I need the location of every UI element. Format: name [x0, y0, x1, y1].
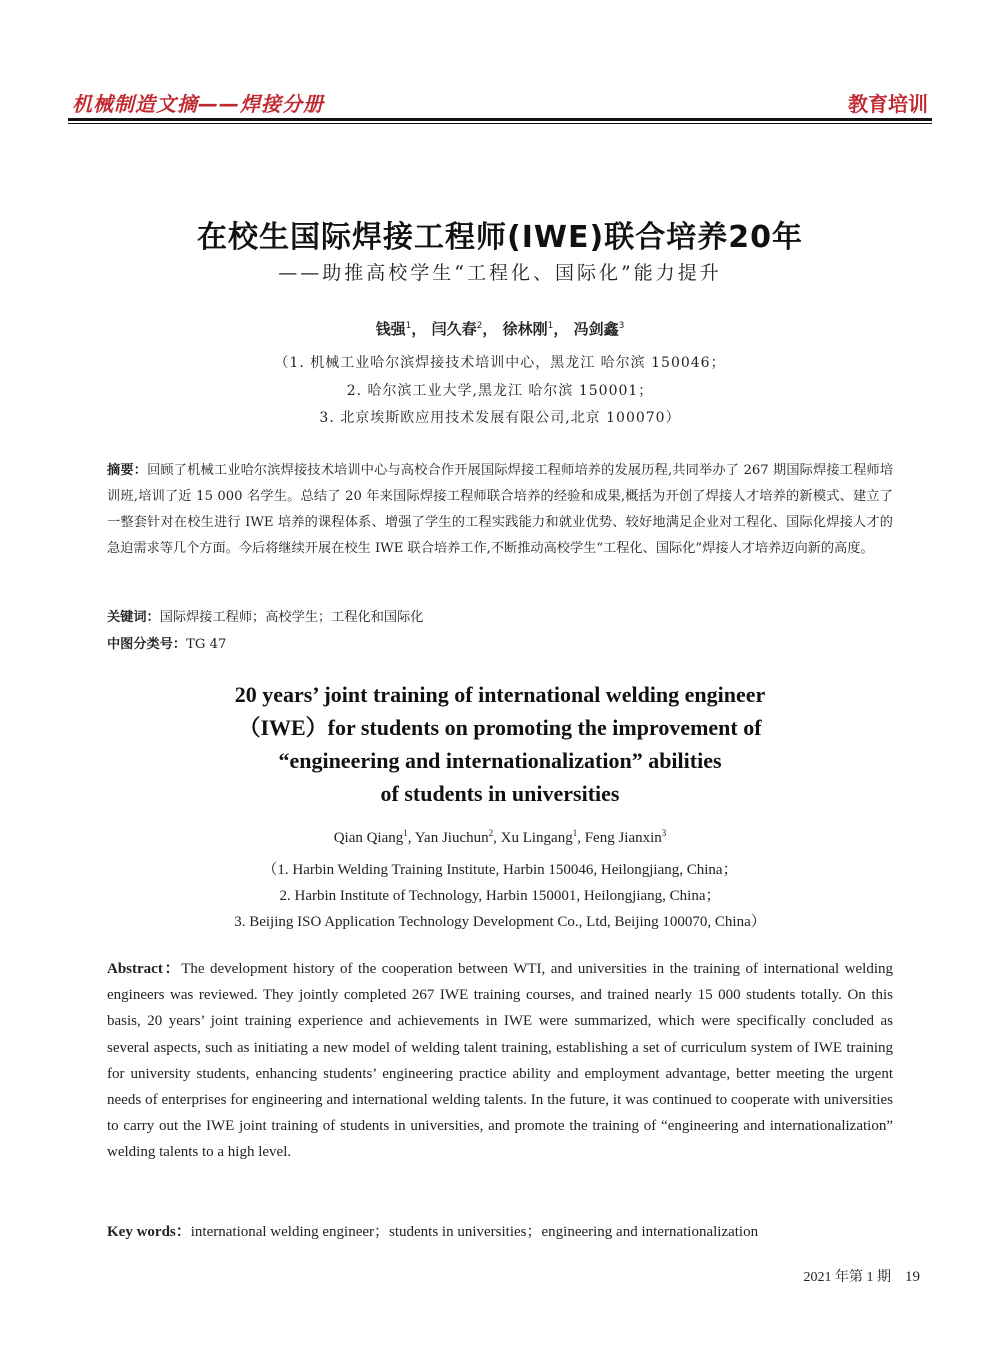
author-name: Yan Jiuchun [414, 830, 489, 846]
affiliation-en-1: （1. Harbin Welding Training Institute, Harbin 150046, Heilongjiang, China； [262, 862, 738, 878]
author-name: Xu Lingang [500, 830, 573, 846]
abstract-english [107, 956, 893, 1166]
title-en-line: 20 years’ joint training of international welding engineer [234, 682, 766, 707]
subtitle-chinese: ——助推高校学生“工程化、国际化”能力提升 [278, 262, 722, 284]
keywords-english [107, 1220, 758, 1241]
keywords-chinese [107, 606, 424, 625]
author-name: 闫久春 [431, 320, 477, 338]
author-name: Feng Jianxin [584, 830, 662, 846]
title-chinese: 在校生国际焊接工程师(IWE)联合培养20年 [197, 220, 803, 255]
author-sup: 3 [618, 321, 625, 331]
affiliation-en-3: 3. Beijing ISO Application Technology Development Co., Ltd, Beijing 100070, China） [234, 914, 766, 930]
author-name: 钱强 [375, 320, 406, 338]
authors-chinese [0, 318, 1000, 339]
author-sep: ， [553, 320, 569, 338]
author-sup: 1 [405, 321, 412, 331]
abstract-en-label: Abstract： [107, 961, 182, 977]
keywords-en-text: international welding engineer；students in universities；engineering and internationalization [190, 1224, 759, 1240]
keywords-cn-label: 关键词： [107, 610, 160, 625]
author-sup: 1 [547, 321, 554, 331]
section-name: 教育培训 [848, 92, 928, 116]
author-sup: 1 [572, 828, 578, 838]
abstract-cn-label: 摘要： [107, 463, 148, 478]
author-sup: 2 [476, 321, 483, 331]
affiliation-en-2: 2. Harbin Institute of Technology, Harbin 150001, Heilongjiang, China； [279, 888, 721, 904]
abstract-cn-text: 回顾了机械工业哈尔滨焊接技术培训中心与高校合作开展国际焊接工程师培养的发展历程,共同举办了 267 期国际焊接工程师培训班,培训了近 15 000 名学生。总结了 20 年来国际焊接工程师联合培养的经验和成果,概括为开创了焊接人才培养的新模式、建立了一整套针对在校生进行 IWE 培养的课程体系、增强了学生的工程实践能力和就业优势、较好地满足企业对工程化、国际化焊接人才的急迫需求等几个方面。今后将继续开展在校生 IWE 联合培养工作,不断推动高校学生“工程化、国际化”焊接人才培养迈向新的高度。 [107, 463, 894, 556]
title-en-line: （IWE）for students on promoting the improvement of [238, 715, 762, 740]
page-number: 19 [905, 1269, 920, 1285]
page-footer [804, 1266, 921, 1286]
author-sep: , [577, 830, 585, 846]
journal-name: 机械制造文摘——焊接分册 [72, 92, 324, 116]
author-name: 徐林刚 [502, 320, 548, 338]
clc-text: TG 47 [186, 637, 227, 652]
abstract-chinese [107, 458, 893, 562]
author-sep: , [407, 830, 415, 846]
title-english [0, 678, 1000, 810]
affiliation-cn-3: 3. 北京埃斯欧应用技术发展有限公司,北京 100070） [319, 410, 681, 426]
author-sep: ， [482, 320, 498, 338]
title-en-line: “engineering and internationalization” abilities [278, 748, 722, 773]
authors-english [0, 828, 1000, 847]
keywords-cn-text: 国际焊接工程师；高校学生；工程化和国际化 [159, 610, 424, 625]
author-name: 冯剑鑫 [573, 320, 619, 338]
abstract-en-text: The development history of the cooperation between WTI, and universities in the training of international welding engineers was reviewed. They jointly completed 267 IWE training courses, and trained nearly 15 000 students totally. On this basis, 20 years’ joint training experience and achievements in IWE were summarized, which were specifically concluded as several aspects, such as initiating a new model of welding talent training, establishing a set of curriculum system of IWE training for university students, enhancing students’ engineering practice ability and employment advantage, better meeting the urgent needs of enterprises for engineering and international welding talents. In the future, it was continued to cooperate with universities to carry out the IWE joint training of students in universities, and promote the training of “engineering and internationalization” welding talents to a high level. [107, 961, 893, 1161]
keywords-en-label: Key words： [107, 1224, 191, 1240]
clc-label: 中图分类号： [107, 637, 187, 652]
header-rule-thin [68, 123, 932, 124]
classification-number [107, 633, 226, 652]
author-sep: ， [411, 320, 427, 338]
header-rule [68, 118, 932, 121]
affiliation-cn-1: （1. 机械工业哈尔滨焊接技术培训中心，黑龙江 哈尔滨 150046； [274, 355, 726, 371]
affiliation-cn-2: 2. 哈尔滨工业大学,黑龙江 哈尔滨 150001； [346, 383, 654, 399]
issue-label: 2021 年第 1 期 [803, 1270, 891, 1285]
author-sup: 1 [403, 828, 408, 838]
title-en-line: of students in universities [380, 781, 620, 806]
author-sep: , [493, 830, 501, 846]
author-sup: 3 [661, 828, 667, 838]
author-name: Qian Qiang [333, 830, 404, 846]
author-sup: 2 [488, 828, 494, 838]
